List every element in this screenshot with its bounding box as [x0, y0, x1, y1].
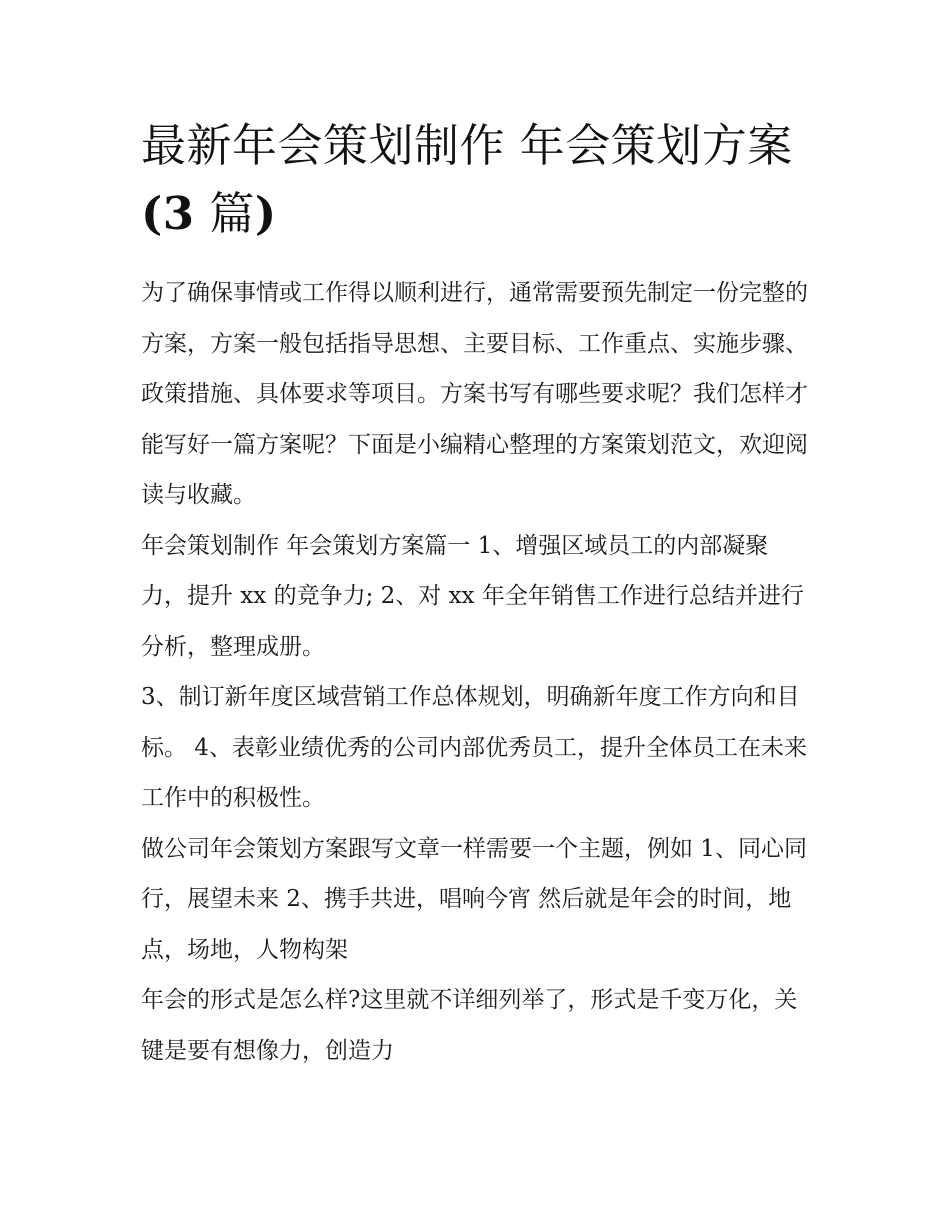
paragraph-plan-one: 年会策划制作 年会策划方案篇一 1、增强区域员工的内部凝聚力，提升 xx 的竞争力; 2、对 xx 年全年销售工作进行总结并进行分析，整理成册。 — [141, 532, 804, 660]
paragraph-format: 年会的形式是怎么样?这里就不详细列举了，形式是千变万化，关键是要有想像力，创造力 — [141, 987, 798, 1064]
paragraph-theme: 做公司年会策划方案跟写文章一样需要一个主题，例如 1、同心同行，展望未来 2、携手共进，唱响今宵 然后就是年会的时间，地点，场地，人物构架 — [141, 835, 807, 963]
paragraph-intro: 为了确保事情或工作得以顺利进行，通常需要预先制定一份完整的方案，方案一般包括指导思想、主要目标、工作重点、实施步骤、政策措施、具体要求等项目。方案书写有哪些要求呢？我们怎样才能写好一篇方案呢？下面是小编精心整理的方案策划范文，欢迎阅读与收藏。 — [141, 280, 808, 508]
title-count-word: 篇 — [194, 187, 255, 240]
title-main: 最新年会策划制作 年会策划方案 — [141, 119, 793, 172]
title-count-close: ) — [254, 187, 277, 240]
paragraph-plan-goals: 3、制订新年度区域营销工作总体规划，明确新年度工作方向和目标。 4、表彰业绩优秀的公司内部优秀员工，提升全体员工在未来工作中的积极性。 — [141, 684, 807, 811]
document-content — [141, 112, 813, 1076]
document-title — [141, 112, 813, 248]
title-count-open: (3 — [141, 187, 195, 240]
